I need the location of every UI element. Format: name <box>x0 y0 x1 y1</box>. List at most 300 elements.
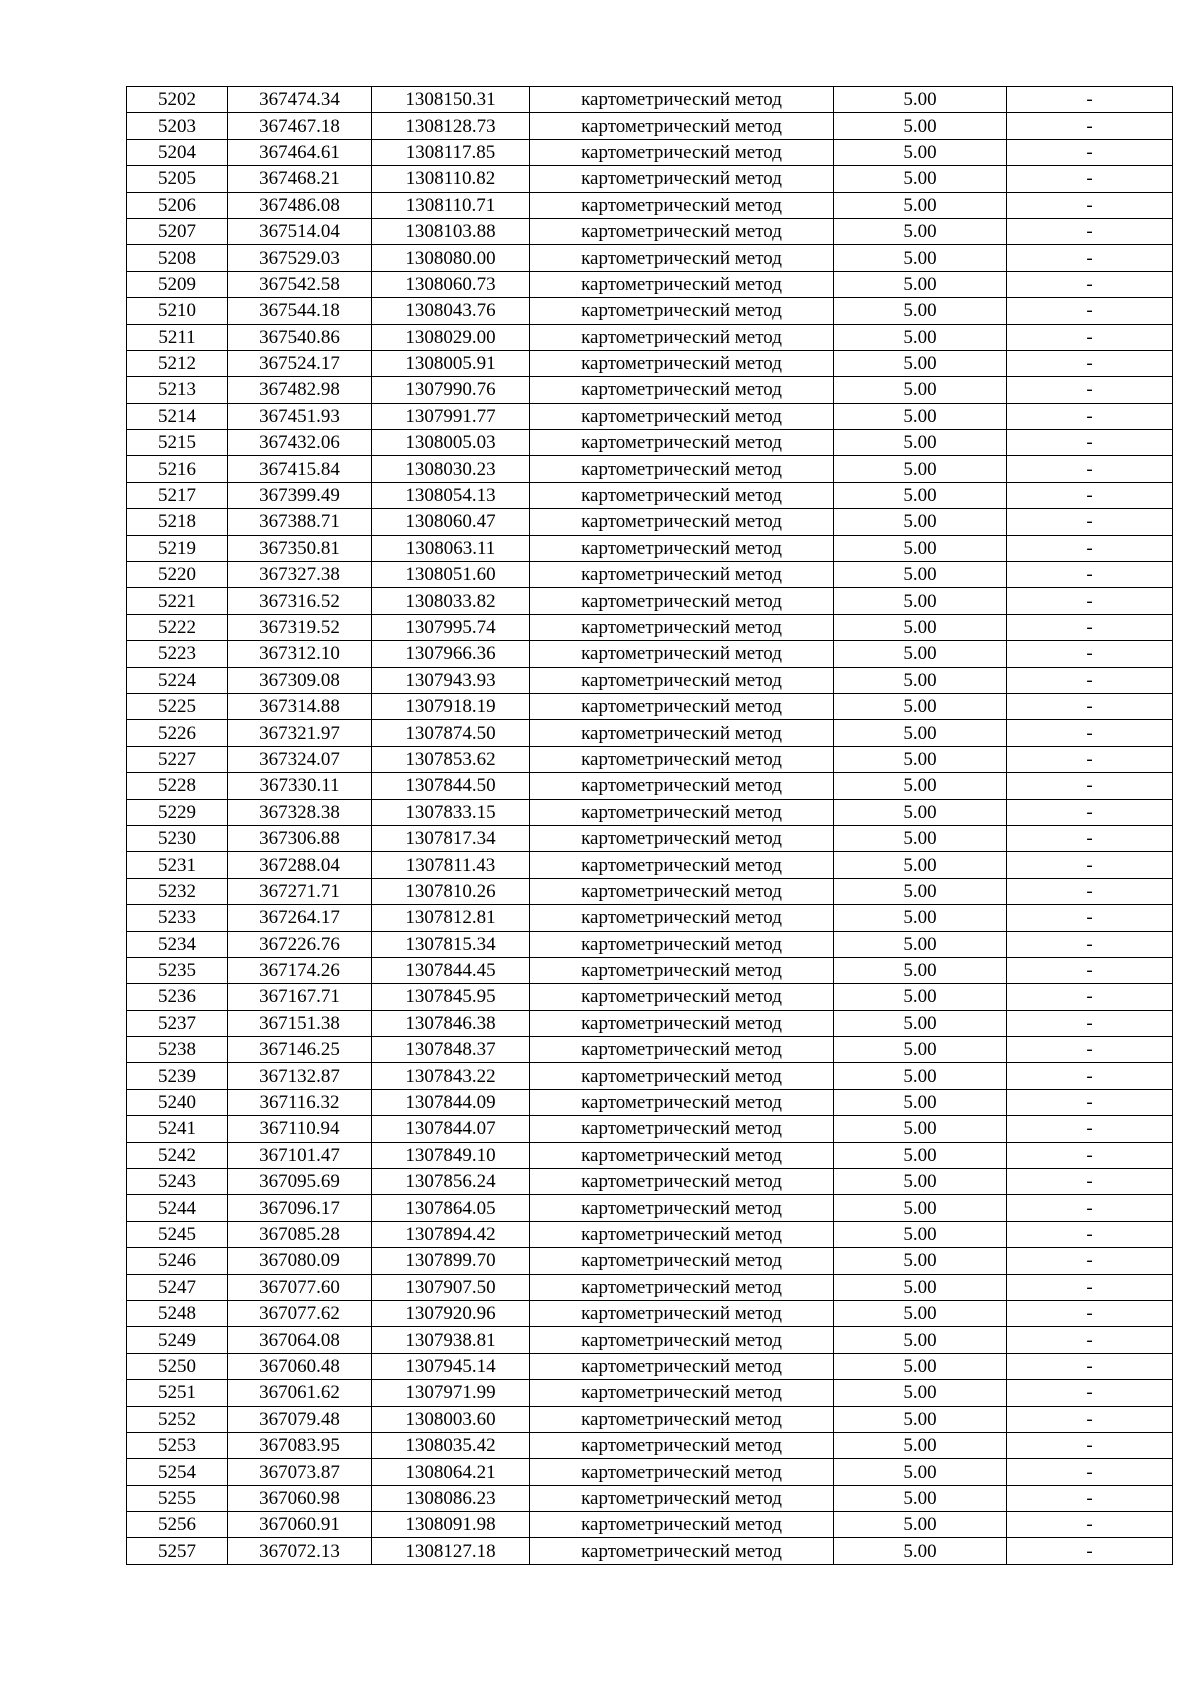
accuracy-cell: 5.00 <box>834 1353 1007 1379</box>
note-cell: - <box>1007 192 1173 218</box>
accuracy-cell: 5.00 <box>834 1010 1007 1036</box>
method-cell: картометрический метод <box>530 878 834 904</box>
y-coordinate-cell: 1307846.38 <box>372 1010 530 1036</box>
x-coordinate-cell: 367264.17 <box>228 905 372 931</box>
table-row <box>127 1063 1173 1089</box>
point-number-cell: 5231 <box>127 852 228 878</box>
note-cell: - <box>1007 218 1173 244</box>
table-row <box>127 588 1173 614</box>
x-coordinate-cell: 367146.25 <box>228 1037 372 1063</box>
method-cell: картометрический метод <box>530 1353 834 1379</box>
accuracy-cell: 5.00 <box>834 1274 1007 1300</box>
note-cell: - <box>1007 482 1173 508</box>
note-cell: - <box>1007 693 1173 719</box>
accuracy-cell: 5.00 <box>834 430 1007 456</box>
accuracy-cell: 5.00 <box>834 192 1007 218</box>
accuracy-cell: 5.00 <box>834 1248 1007 1274</box>
method-cell: картометрический метод <box>530 588 834 614</box>
accuracy-cell: 5.00 <box>834 218 1007 244</box>
y-coordinate-cell: 1307971.99 <box>372 1380 530 1406</box>
note-cell: - <box>1007 1353 1173 1379</box>
note-cell: - <box>1007 1512 1173 1538</box>
point-number-cell: 5247 <box>127 1274 228 1300</box>
method-cell: картометрический метод <box>530 298 834 324</box>
method-cell: картометрический метод <box>530 87 834 113</box>
table-row <box>127 1274 1173 1300</box>
point-number-cell: 5206 <box>127 192 228 218</box>
y-coordinate-cell: 1308064.21 <box>372 1459 530 1485</box>
y-coordinate-cell: 1308103.88 <box>372 218 530 244</box>
accuracy-cell: 5.00 <box>834 87 1007 113</box>
table-row <box>127 1485 1173 1511</box>
table-row <box>127 482 1173 508</box>
point-number-cell: 5218 <box>127 509 228 535</box>
note-cell: - <box>1007 430 1173 456</box>
point-number-cell: 5229 <box>127 799 228 825</box>
table-row <box>127 667 1173 693</box>
accuracy-cell: 5.00 <box>834 1195 1007 1221</box>
note-cell: - <box>1007 667 1173 693</box>
point-number-cell: 5245 <box>127 1221 228 1247</box>
table-row <box>127 1142 1173 1168</box>
note-cell: - <box>1007 1485 1173 1511</box>
table-row <box>127 245 1173 271</box>
point-number-cell: 5246 <box>127 1248 228 1274</box>
accuracy-cell: 5.00 <box>834 1538 1007 1564</box>
accuracy-cell: 5.00 <box>834 614 1007 640</box>
point-number-cell: 5216 <box>127 456 228 482</box>
y-coordinate-cell: 1307812.81 <box>372 905 530 931</box>
accuracy-cell: 5.00 <box>834 799 1007 825</box>
note-cell: - <box>1007 509 1173 535</box>
method-cell: картометрический метод <box>530 799 834 825</box>
point-number-cell: 5208 <box>127 245 228 271</box>
note-cell: - <box>1007 1300 1173 1326</box>
accuracy-cell: 5.00 <box>834 773 1007 799</box>
table-row <box>127 957 1173 983</box>
accuracy-cell: 5.00 <box>834 878 1007 904</box>
method-cell: картометрический метод <box>530 773 834 799</box>
note-cell: - <box>1007 271 1173 297</box>
x-coordinate-cell: 367110.94 <box>228 1116 372 1142</box>
table-row <box>127 1248 1173 1274</box>
note-cell: - <box>1007 614 1173 640</box>
y-coordinate-cell: 1307815.34 <box>372 931 530 957</box>
accuracy-cell: 5.00 <box>834 1459 1007 1485</box>
accuracy-cell: 5.00 <box>834 720 1007 746</box>
method-cell: картометрический метод <box>530 271 834 297</box>
accuracy-cell: 5.00 <box>834 403 1007 429</box>
y-coordinate-cell: 1308054.13 <box>372 482 530 508</box>
y-coordinate-cell: 1307907.50 <box>372 1274 530 1300</box>
table-row <box>127 1327 1173 1353</box>
table-row <box>127 1353 1173 1379</box>
method-cell: картометрический метод <box>530 430 834 456</box>
x-coordinate-cell: 367271.71 <box>228 878 372 904</box>
x-coordinate-cell: 367314.88 <box>228 693 372 719</box>
accuracy-cell: 5.00 <box>834 456 1007 482</box>
x-coordinate-cell: 367077.60 <box>228 1274 372 1300</box>
accuracy-cell: 5.00 <box>834 1169 1007 1195</box>
x-coordinate-cell: 367324.07 <box>228 746 372 772</box>
accuracy-cell: 5.00 <box>834 139 1007 165</box>
table-row <box>127 218 1173 244</box>
accuracy-cell: 5.00 <box>834 1063 1007 1089</box>
note-cell: - <box>1007 535 1173 561</box>
note-cell: - <box>1007 1459 1173 1485</box>
method-cell: картометрический метод <box>530 1248 834 1274</box>
y-coordinate-cell: 1308035.42 <box>372 1432 530 1458</box>
method-cell: картометрический метод <box>530 509 834 535</box>
point-number-cell: 5210 <box>127 298 228 324</box>
note-cell: - <box>1007 773 1173 799</box>
point-number-cell: 5234 <box>127 931 228 957</box>
method-cell: картометрический метод <box>530 377 834 403</box>
x-coordinate-cell: 367316.52 <box>228 588 372 614</box>
x-coordinate-cell: 367467.18 <box>228 113 372 139</box>
accuracy-cell: 5.00 <box>834 641 1007 667</box>
note-cell: - <box>1007 113 1173 139</box>
x-coordinate-cell: 367321.97 <box>228 720 372 746</box>
method-cell: картометрический метод <box>530 1116 834 1142</box>
table-row <box>127 1406 1173 1432</box>
accuracy-cell: 5.00 <box>834 852 1007 878</box>
x-coordinate-cell: 367079.48 <box>228 1406 372 1432</box>
point-number-cell: 5222 <box>127 614 228 640</box>
accuracy-cell: 5.00 <box>834 1221 1007 1247</box>
x-coordinate-cell: 367529.03 <box>228 245 372 271</box>
x-coordinate-cell: 367327.38 <box>228 562 372 588</box>
point-number-cell: 5224 <box>127 667 228 693</box>
method-cell: картометрический метод <box>530 535 834 561</box>
table-row <box>127 87 1173 113</box>
coordinates-table <box>126 86 1173 1565</box>
note-cell: - <box>1007 641 1173 667</box>
y-coordinate-cell: 1307810.26 <box>372 878 530 904</box>
note-cell: - <box>1007 1037 1173 1063</box>
accuracy-cell: 5.00 <box>834 1327 1007 1353</box>
x-coordinate-cell: 367116.32 <box>228 1089 372 1115</box>
table-row <box>127 1380 1173 1406</box>
method-cell: картометрический метод <box>530 139 834 165</box>
note-cell: - <box>1007 350 1173 376</box>
coordinates-table-body <box>127 87 1173 1565</box>
accuracy-cell: 5.00 <box>834 1512 1007 1538</box>
table-row <box>127 1300 1173 1326</box>
method-cell: картометрический метод <box>530 1010 834 1036</box>
table-row <box>127 641 1173 667</box>
x-coordinate-cell: 367167.71 <box>228 984 372 1010</box>
point-number-cell: 5253 <box>127 1432 228 1458</box>
y-coordinate-cell: 1308060.73 <box>372 271 530 297</box>
method-cell: картометрический метод <box>530 1327 834 1353</box>
x-coordinate-cell: 367060.91 <box>228 1512 372 1538</box>
method-cell: картометрический метод <box>530 350 834 376</box>
method-cell: картометрический метод <box>530 1221 834 1247</box>
method-cell: картометрический метод <box>530 1063 834 1089</box>
note-cell: - <box>1007 984 1173 1010</box>
x-coordinate-cell: 367309.08 <box>228 667 372 693</box>
note-cell: - <box>1007 931 1173 957</box>
point-number-cell: 5257 <box>127 1538 228 1564</box>
accuracy-cell: 5.00 <box>834 931 1007 957</box>
table-row <box>127 825 1173 851</box>
note-cell: - <box>1007 746 1173 772</box>
point-number-cell: 5225 <box>127 693 228 719</box>
accuracy-cell: 5.00 <box>834 562 1007 588</box>
point-number-cell: 5242 <box>127 1142 228 1168</box>
table-row <box>127 139 1173 165</box>
table-row <box>127 931 1173 957</box>
y-coordinate-cell: 1307874.50 <box>372 720 530 746</box>
point-number-cell: 5215 <box>127 430 228 456</box>
note-cell: - <box>1007 456 1173 482</box>
x-coordinate-cell: 367072.13 <box>228 1538 372 1564</box>
y-coordinate-cell: 1307995.74 <box>372 614 530 640</box>
point-number-cell: 5251 <box>127 1380 228 1406</box>
y-coordinate-cell: 1308005.91 <box>372 350 530 376</box>
y-coordinate-cell: 1307966.36 <box>372 641 530 667</box>
y-coordinate-cell: 1307849.10 <box>372 1142 530 1168</box>
x-coordinate-cell: 367288.04 <box>228 852 372 878</box>
note-cell: - <box>1007 562 1173 588</box>
note-cell: - <box>1007 1221 1173 1247</box>
accuracy-cell: 5.00 <box>834 957 1007 983</box>
note-cell: - <box>1007 825 1173 851</box>
x-coordinate-cell: 367542.58 <box>228 271 372 297</box>
accuracy-cell: 5.00 <box>834 535 1007 561</box>
y-coordinate-cell: 1307938.81 <box>372 1327 530 1353</box>
y-coordinate-cell: 1307943.93 <box>372 667 530 693</box>
table-row <box>127 693 1173 719</box>
method-cell: картометрический метод <box>530 1169 834 1195</box>
method-cell: картометрический метод <box>530 1300 834 1326</box>
x-coordinate-cell: 367080.09 <box>228 1248 372 1274</box>
point-number-cell: 5207 <box>127 218 228 244</box>
note-cell: - <box>1007 324 1173 350</box>
point-number-cell: 5255 <box>127 1485 228 1511</box>
y-coordinate-cell: 1307894.42 <box>372 1221 530 1247</box>
table-row <box>127 324 1173 350</box>
x-coordinate-cell: 367399.49 <box>228 482 372 508</box>
table-row <box>127 377 1173 403</box>
x-coordinate-cell: 367486.08 <box>228 192 372 218</box>
note-cell: - <box>1007 1432 1173 1458</box>
note-cell: - <box>1007 1406 1173 1432</box>
table-row <box>127 1432 1173 1458</box>
method-cell: картометрический метод <box>530 562 834 588</box>
accuracy-cell: 5.00 <box>834 324 1007 350</box>
note-cell: - <box>1007 905 1173 931</box>
method-cell: картометрический метод <box>530 1406 834 1432</box>
table-row <box>127 1512 1173 1538</box>
point-number-cell: 5219 <box>127 535 228 561</box>
y-coordinate-cell: 1307844.09 <box>372 1089 530 1115</box>
y-coordinate-cell: 1307817.34 <box>372 825 530 851</box>
y-coordinate-cell: 1308051.60 <box>372 562 530 588</box>
method-cell: картометрический метод <box>530 1089 834 1115</box>
note-cell: - <box>1007 957 1173 983</box>
method-cell: картометрический метод <box>530 1538 834 1564</box>
table-row <box>127 430 1173 456</box>
accuracy-cell: 5.00 <box>834 1089 1007 1115</box>
y-coordinate-cell: 1307843.22 <box>372 1063 530 1089</box>
accuracy-cell: 5.00 <box>834 1142 1007 1168</box>
accuracy-cell: 5.00 <box>834 1116 1007 1142</box>
x-coordinate-cell: 367226.76 <box>228 931 372 957</box>
method-cell: картометрический метод <box>530 218 834 244</box>
y-coordinate-cell: 1308091.98 <box>372 1512 530 1538</box>
point-number-cell: 5223 <box>127 641 228 667</box>
x-coordinate-cell: 367085.28 <box>228 1221 372 1247</box>
note-cell: - <box>1007 87 1173 113</box>
y-coordinate-cell: 1307844.45 <box>372 957 530 983</box>
accuracy-cell: 5.00 <box>834 245 1007 271</box>
x-coordinate-cell: 367330.11 <box>228 773 372 799</box>
x-coordinate-cell: 367350.81 <box>228 535 372 561</box>
point-number-cell: 5221 <box>127 588 228 614</box>
note-cell: - <box>1007 1063 1173 1089</box>
y-coordinate-cell: 1307833.15 <box>372 799 530 825</box>
y-coordinate-cell: 1308029.00 <box>372 324 530 350</box>
method-cell: картометрический метод <box>530 1459 834 1485</box>
note-cell: - <box>1007 403 1173 429</box>
point-number-cell: 5211 <box>127 324 228 350</box>
x-coordinate-cell: 367151.38 <box>228 1010 372 1036</box>
y-coordinate-cell: 1307844.07 <box>372 1116 530 1142</box>
y-coordinate-cell: 1308063.11 <box>372 535 530 561</box>
point-number-cell: 5243 <box>127 1169 228 1195</box>
table-row <box>127 1037 1173 1063</box>
accuracy-cell: 5.00 <box>834 693 1007 719</box>
method-cell: картометрический метод <box>530 166 834 192</box>
method-cell: картометрический метод <box>530 667 834 693</box>
accuracy-cell: 5.00 <box>834 667 1007 693</box>
note-cell: - <box>1007 1380 1173 1406</box>
table-row <box>127 720 1173 746</box>
point-number-cell: 5248 <box>127 1300 228 1326</box>
y-coordinate-cell: 1308030.23 <box>372 456 530 482</box>
note-cell: - <box>1007 298 1173 324</box>
table-row <box>127 773 1173 799</box>
point-number-cell: 5220 <box>127 562 228 588</box>
y-coordinate-cell: 1307864.05 <box>372 1195 530 1221</box>
method-cell: картометрический метод <box>530 905 834 931</box>
y-coordinate-cell: 1307990.76 <box>372 377 530 403</box>
x-coordinate-cell: 367319.52 <box>228 614 372 640</box>
point-number-cell: 5202 <box>127 87 228 113</box>
note-cell: - <box>1007 377 1173 403</box>
y-coordinate-cell: 1308005.03 <box>372 430 530 456</box>
x-coordinate-cell: 367524.17 <box>228 350 372 376</box>
accuracy-cell: 5.00 <box>834 298 1007 324</box>
y-coordinate-cell: 1308003.60 <box>372 1406 530 1432</box>
table-row <box>127 166 1173 192</box>
point-number-cell: 5228 <box>127 773 228 799</box>
x-coordinate-cell: 367540.86 <box>228 324 372 350</box>
note-cell: - <box>1007 1142 1173 1168</box>
note-cell: - <box>1007 1089 1173 1115</box>
point-number-cell: 5205 <box>127 166 228 192</box>
method-cell: картометрический метод <box>530 852 834 878</box>
y-coordinate-cell: 1308043.76 <box>372 298 530 324</box>
method-cell: картометрический метод <box>530 1142 834 1168</box>
point-number-cell: 5212 <box>127 350 228 376</box>
table-row <box>127 403 1173 429</box>
y-coordinate-cell: 1308080.00 <box>372 245 530 271</box>
table-row <box>127 1116 1173 1142</box>
accuracy-cell: 5.00 <box>834 1485 1007 1511</box>
x-coordinate-cell: 367060.48 <box>228 1353 372 1379</box>
y-coordinate-cell: 1307844.50 <box>372 773 530 799</box>
table-row <box>127 113 1173 139</box>
table-row <box>127 1221 1173 1247</box>
table-row <box>127 456 1173 482</box>
point-number-cell: 5235 <box>127 957 228 983</box>
x-coordinate-cell: 367095.69 <box>228 1169 372 1195</box>
method-cell: картометрический метод <box>530 482 834 508</box>
note-cell: - <box>1007 878 1173 904</box>
accuracy-cell: 5.00 <box>834 509 1007 535</box>
x-coordinate-cell: 367328.38 <box>228 799 372 825</box>
accuracy-cell: 5.00 <box>834 825 1007 851</box>
accuracy-cell: 5.00 <box>834 746 1007 772</box>
point-number-cell: 5226 <box>127 720 228 746</box>
point-number-cell: 5230 <box>127 825 228 851</box>
point-number-cell: 5249 <box>127 1327 228 1353</box>
x-coordinate-cell: 367060.98 <box>228 1485 372 1511</box>
method-cell: картометрический метод <box>530 1432 834 1458</box>
table-row <box>127 298 1173 324</box>
y-coordinate-cell: 1307918.19 <box>372 693 530 719</box>
method-cell: картометрический метод <box>530 113 834 139</box>
note-cell: - <box>1007 588 1173 614</box>
note-cell: - <box>1007 1274 1173 1300</box>
x-coordinate-cell: 367415.84 <box>228 456 372 482</box>
y-coordinate-cell: 1307856.24 <box>372 1169 530 1195</box>
x-coordinate-cell: 367132.87 <box>228 1063 372 1089</box>
y-coordinate-cell: 1307845.95 <box>372 984 530 1010</box>
table-row <box>127 984 1173 1010</box>
method-cell: картометрический метод <box>530 1485 834 1511</box>
x-coordinate-cell: 367388.71 <box>228 509 372 535</box>
point-number-cell: 5244 <box>127 1195 228 1221</box>
point-number-cell: 5204 <box>127 139 228 165</box>
table-row <box>127 614 1173 640</box>
accuracy-cell: 5.00 <box>834 984 1007 1010</box>
point-number-cell: 5237 <box>127 1010 228 1036</box>
x-coordinate-cell: 367464.61 <box>228 139 372 165</box>
table-row <box>127 350 1173 376</box>
method-cell: картометрический метод <box>530 693 834 719</box>
table-row <box>127 1010 1173 1036</box>
point-number-cell: 5209 <box>127 271 228 297</box>
y-coordinate-cell: 1307991.77 <box>372 403 530 429</box>
x-coordinate-cell: 367101.47 <box>228 1142 372 1168</box>
note-cell: - <box>1007 1538 1173 1564</box>
x-coordinate-cell: 367482.98 <box>228 377 372 403</box>
accuracy-cell: 5.00 <box>834 113 1007 139</box>
point-number-cell: 5236 <box>127 984 228 1010</box>
y-coordinate-cell: 1308110.71 <box>372 192 530 218</box>
accuracy-cell: 5.00 <box>834 1380 1007 1406</box>
note-cell: - <box>1007 1116 1173 1142</box>
y-coordinate-cell: 1308117.85 <box>372 139 530 165</box>
x-coordinate-cell: 367468.21 <box>228 166 372 192</box>
point-number-cell: 5227 <box>127 746 228 772</box>
method-cell: картометрический метод <box>530 1380 834 1406</box>
y-coordinate-cell: 1307945.14 <box>372 1353 530 1379</box>
